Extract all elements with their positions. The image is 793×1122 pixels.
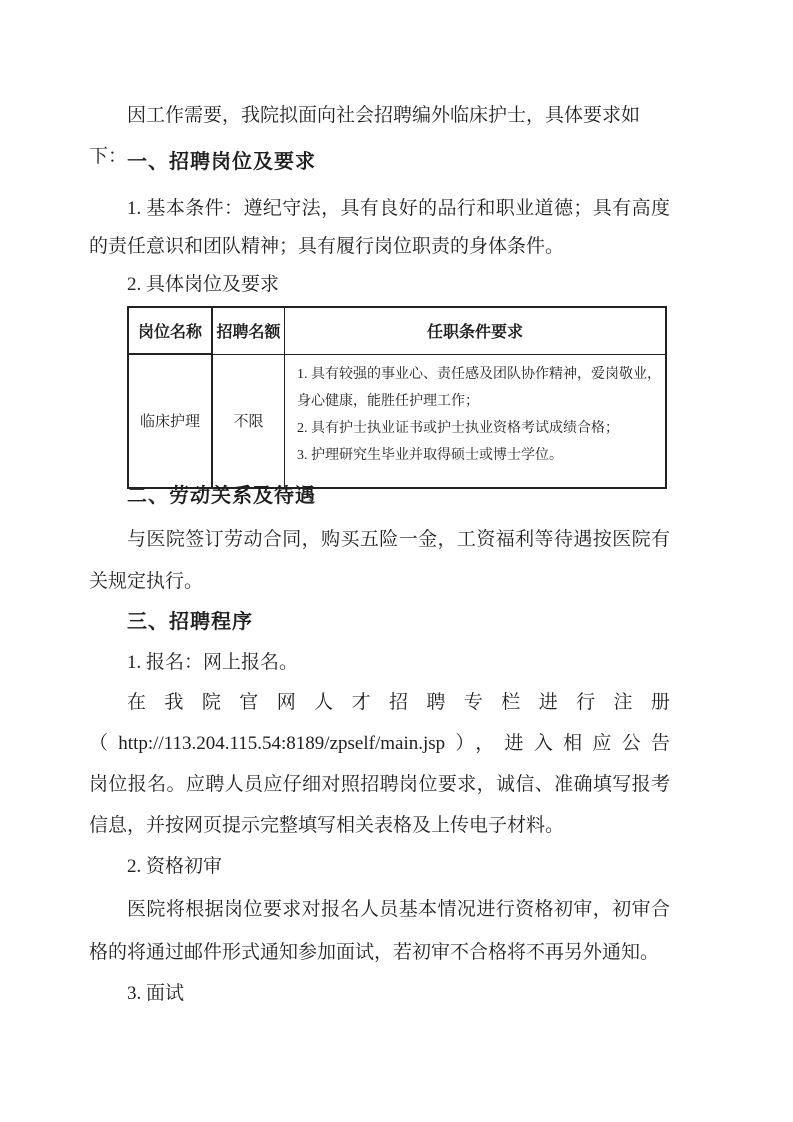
basic-conditions-paragraph bbox=[89, 190, 670, 266]
text-line: 2. 具体岗位及要求 bbox=[127, 274, 280, 295]
text-line: 与医院签订劳动合同，购买五险一金，工资福利等待遇按医院有 bbox=[127, 529, 670, 550]
text-line: 的责任意识和团队精神；具有履行岗位职责的身体条件。 bbox=[89, 236, 565, 257]
table-header-row bbox=[128, 307, 666, 354]
step3-title bbox=[89, 973, 670, 1014]
header-position: 岗位名称 bbox=[128, 307, 212, 354]
text-line: 关规定执行。 bbox=[89, 571, 204, 592]
cell-requirements bbox=[285, 354, 667, 488]
step2-title bbox=[89, 846, 670, 887]
labor-paragraph bbox=[89, 519, 670, 603]
text-line: 医院将根据岗位要求对报名人员基本情况进行资格初审，初审合 bbox=[127, 899, 670, 920]
text-line: 信息，并按网页提示完整填写相关表格及上传电子材料。 bbox=[89, 815, 565, 836]
step1-title bbox=[89, 642, 670, 683]
requirement-item: 1. 具有较强的事业心、责任感及团队协作精神，爱岗敬业，身心健康，能胜任护理工作； bbox=[297, 366, 661, 409]
table-row bbox=[128, 354, 666, 488]
text-line: 1. 报名：网上报名。 bbox=[127, 652, 299, 673]
section1-heading: 一、招聘岗位及要求 bbox=[127, 151, 316, 173]
cell-position: 临床护理 bbox=[128, 354, 212, 488]
section2-heading: 二、劳动关系及待遇 bbox=[127, 485, 316, 507]
requirement-item: 3. 护理研究生毕业并取得硕士或博士学位。 bbox=[297, 447, 563, 463]
header-requirements: 任职条件要求 bbox=[285, 307, 667, 354]
positions-subtitle bbox=[89, 264, 670, 305]
recruitment-table bbox=[127, 306, 667, 489]
section3-heading: 三、招聘程序 bbox=[127, 611, 253, 633]
text-line: 因工作需要，我院拟面向社会招聘编外临床护士，具体要求如下： bbox=[89, 105, 641, 167]
step1-paragraph bbox=[89, 682, 670, 846]
requirement-item: 2. 具有护士执业证书或护士执业资格考试成绩合格； bbox=[297, 420, 619, 436]
header-quota: 招聘名额 bbox=[212, 307, 285, 354]
registration-url-line: （http://113.204.115.54:8189/zpself/main.jsp），进入相应公告 bbox=[89, 733, 670, 754]
text-line: 格的将通过邮件形式通知参加面试，若初审不合格将不再另外通知。 bbox=[89, 942, 660, 963]
text-line: 1. 基本条件：遵纪守法，具有良好的品行和职业道德；具有高度 bbox=[127, 198, 670, 219]
step2-paragraph bbox=[89, 888, 670, 974]
text-line: 2. 资格初审 bbox=[127, 856, 223, 877]
text-line: 岗位报名。应聘人员应仔细对照招聘岗位要求，诚信、准确填写报考 bbox=[89, 774, 670, 795]
text-line: 在我院官网人才招聘专栏进行注册 bbox=[127, 692, 670, 713]
cell-quota: 不限 bbox=[212, 354, 285, 488]
text-line: 3. 面试 bbox=[127, 983, 185, 1004]
